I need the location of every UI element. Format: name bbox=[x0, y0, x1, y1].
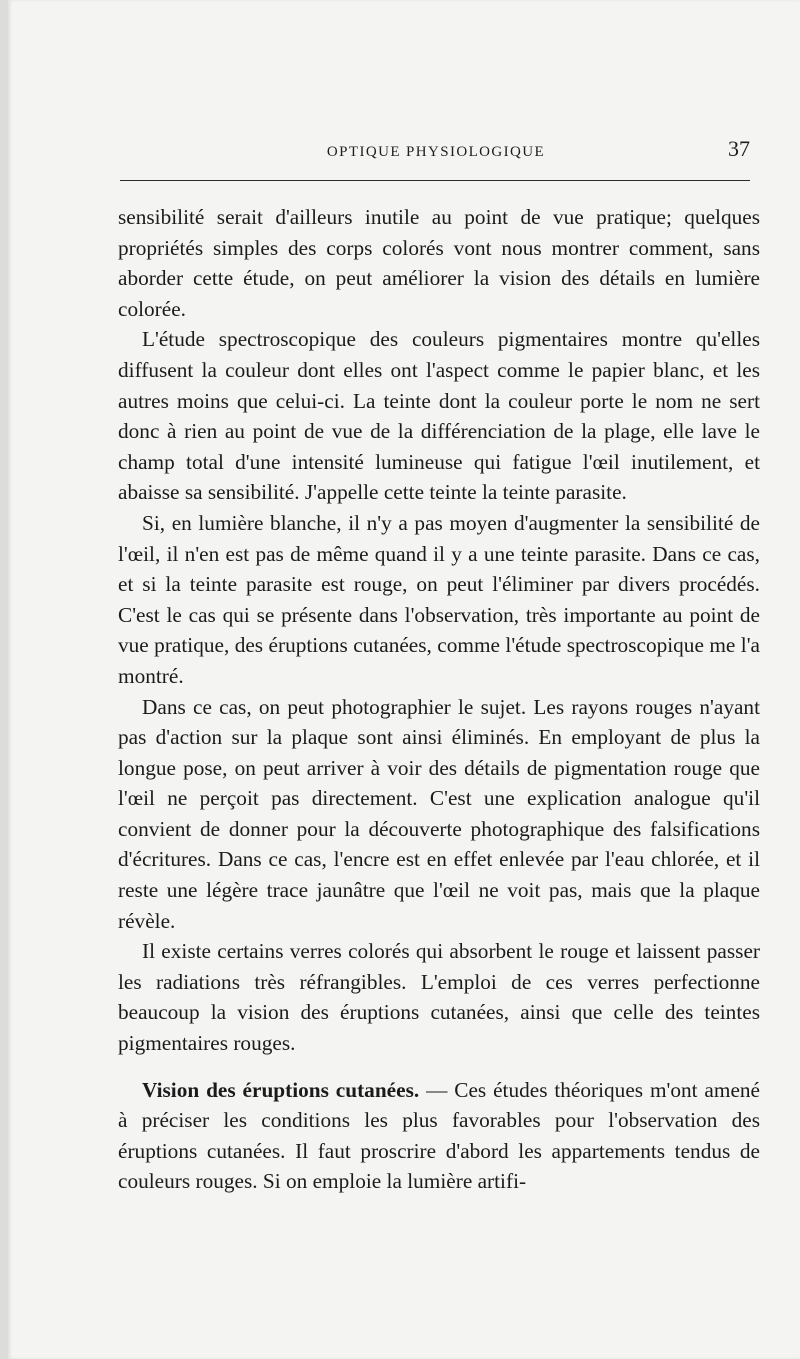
page-number: 37 bbox=[728, 136, 750, 161]
header-rule bbox=[120, 180, 750, 181]
body-text bbox=[118, 202, 760, 1197]
paragraph-photography: Dans ce cas, on peut photographier le sujet. Les rayons rouges n'ayant pas d'action sur la plaque sont ainsi éliminés. En employant de plus la longue pose, on peut arriver à voir des détails de pigmentation rouge que l'œil ne perçoit pas directement. C'est une explication analogue qu'il convient de donner pour la découverte photographique des falsifications d'écritures. Dans ce cas, l'encre est en effet enlevée par l'eau chlorée, et il reste une légère trace jaunâtre que l'œil ne voit pas, mais que la plaque révèle. bbox=[118, 694, 760, 933]
section-text: — Ces études théoriques m'ont amené à préciser les conditions les plus favorables pour l'observation des éruptions cutanées. Il faut proscrire d'abord les appartements tendus de couleurs rouges. Si on emploie la lumière artifi- bbox=[118, 1077, 761, 1194]
paragraph-continuation: sensibilité serait d'ailleurs inutile au point de vue pratique; quelques propriétés simples des corps colorés vont nous montrer comment, sans aborder cette étude, on peut améliorer la vision des détails en lumière colorée. bbox=[118, 205, 760, 321]
page-header bbox=[118, 134, 754, 170]
paragraph-white-light: Si, en lumière blanche, il n'y a pas moyen d'augmenter la sensibilité de l'œil, il n'en est pas de même quand il y a une teinte parasite. Dans ce cas, et si la teinte parasite est rouge, on peut l'éliminer par divers procédés. C'est le cas qui se présente dans l'observation, très importante au point de vue pratique, des éruptions cutanées, comme l'étude spectroscopique me l'a montré. bbox=[118, 510, 760, 688]
section-paragraph bbox=[118, 1075, 760, 1197]
section-heading: Vision des éruptions cutanées. bbox=[142, 1077, 420, 1102]
paragraph-spectroscopy: L'étude spectroscopique des couleurs pigmentaires montre qu'elles diffusent la couleur dont elles ont l'aspect comme le papier blanc, et les autres moins que celui-ci. La teinte dont la couleur porte le nom ne sert donc à rien au point de vue de la différenciation de la plage, elle lave le champ total d'une intensité lumineuse qui fatigue l'œil inutilement, et abaisse sa sensibilité. J'appelle cette teinte la teinte parasite. bbox=[118, 327, 760, 505]
paragraph-colored-glass: Il existe certains verres colorés qui absorbent le rouge et laissent passer les radiations très réfrangibles. L'emploi de ces verres perfectionne beaucoup la vision des éruptions cutanées, ainsi que celle des teintes pigmentaires rouges. bbox=[118, 939, 760, 1056]
running-title: OPTIQUE PHYSIOLOGIQUE bbox=[326, 144, 546, 160]
book-page bbox=[8, 0, 800, 1359]
